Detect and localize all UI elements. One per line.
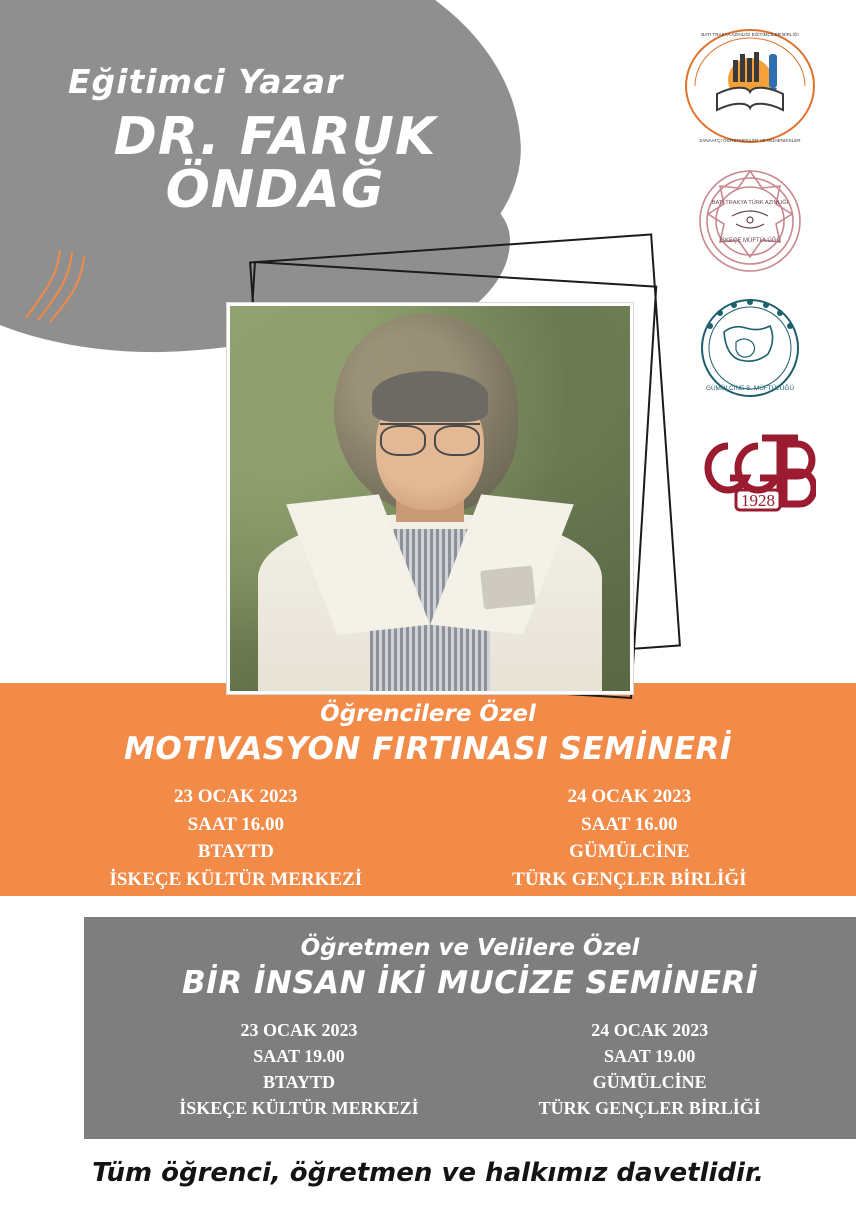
session-time: SAAT 16.00 — [581, 813, 678, 835]
session-time: SAAT 19.00 — [253, 1046, 345, 1067]
gumulcine-muftulugu-logo — [684, 294, 816, 402]
session-venue-line2: İSKEÇE KÜLTÜR MERKEZİ — [179, 1098, 419, 1119]
btaytd-logo — [677, 24, 823, 148]
seminar-one-title: MOTIVASYON FIRTINASI SEMİNERİ — [124, 731, 732, 767]
seminar-two-session-1 — [179, 1017, 418, 1121]
seminar-one-band — [0, 683, 856, 896]
squiggle-decoration — [18, 218, 128, 328]
session-venue-line2: TÜRK GENÇLER BİRLİĞİ — [538, 1098, 761, 1119]
svg-text:1928: 1928 — [741, 491, 775, 510]
session-date: 24 OCAK 2023 — [567, 786, 692, 807]
header-text-block — [60, 62, 490, 221]
session-venue-line1: GÜMÜLCİNE — [569, 841, 690, 863]
svg-text:BATI TRAKYA TÜRK AZINLIĞI: BATI TRAKYA TÜRK AZINLIĞI — [711, 200, 789, 206]
session-time: SAAT 16.00 — [187, 813, 285, 835]
footer-invitation-text: Tüm öğrenci, öğretmen ve halkımız davetlidir. — [92, 1158, 764, 1188]
speaker-photo — [227, 303, 633, 694]
seminar-one-session-2 — [512, 783, 746, 893]
seminar-two-subtitle: Öğretmen ve Velilere Özel — [300, 935, 640, 961]
seminar-one-session-1 — [109, 783, 362, 893]
session-venue-line1: BTAYTD — [197, 841, 274, 863]
portrait-area — [205, 255, 645, 695]
svg-text:BATI TRAKYA AZINLIĞI EĞİTİMCİL: BATI TRAKYA AZINLIĞI EĞİTİMCİLER BİRLİĞİ — [701, 32, 799, 37]
session-venue-line2: İSKEÇE KÜLTÜR MERKEZİ — [109, 868, 363, 890]
speaker-name-line2: ÖNDAĞ — [165, 160, 385, 221]
svg-text:GÜMÜLCİNE S. MÜFTÜLÜĞÜ: GÜMÜLCİNE S. MÜFTÜLÜĞÜ — [705, 385, 795, 392]
seminar-two-session-2 — [539, 1017, 761, 1121]
gtgb-logo — [684, 420, 816, 524]
session-date: 23 OCAK 2023 — [174, 786, 298, 807]
session-date: 24 OCAK 2023 — [591, 1020, 709, 1040]
seminar-two-title: BİR İNSAN İKİ MUCİZE SEMİNERİ — [182, 965, 758, 1001]
iskece-muftulugu-logo — [684, 166, 816, 276]
session-time: SAAT 19.00 — [604, 1046, 696, 1067]
speaker-name-line1: DR. FARUK — [113, 107, 437, 167]
session-venue-line1: BTAYTD — [262, 1072, 335, 1093]
session-venue-line2: TÜRK GENÇLER BİRLİĞİ — [512, 868, 747, 890]
seminar-one-sessions — [0, 783, 856, 893]
seminar-two-sessions — [84, 1017, 856, 1121]
session-date: 23 OCAK 2023 — [240, 1020, 358, 1040]
svg-text:İSKEÇE MÜFTÜLÜĞÜ: İSKEÇE MÜFTÜLÜĞÜ — [719, 238, 781, 244]
session-venue-line1: GÜMÜLCİNE — [592, 1072, 707, 1093]
seminar-two-band — [84, 917, 856, 1139]
seminar-one-subtitle: Öğrencilere Özel — [320, 701, 536, 727]
kicker-label: Eğitimci Yazar — [68, 62, 344, 101]
svg-text:ZANAATÇI ÖĞRETMENLER VE MÜHEND: ZANAATÇI ÖĞRETMENLER VE MÜHENDİSLER — [699, 138, 801, 143]
logo-column — [670, 24, 830, 524]
